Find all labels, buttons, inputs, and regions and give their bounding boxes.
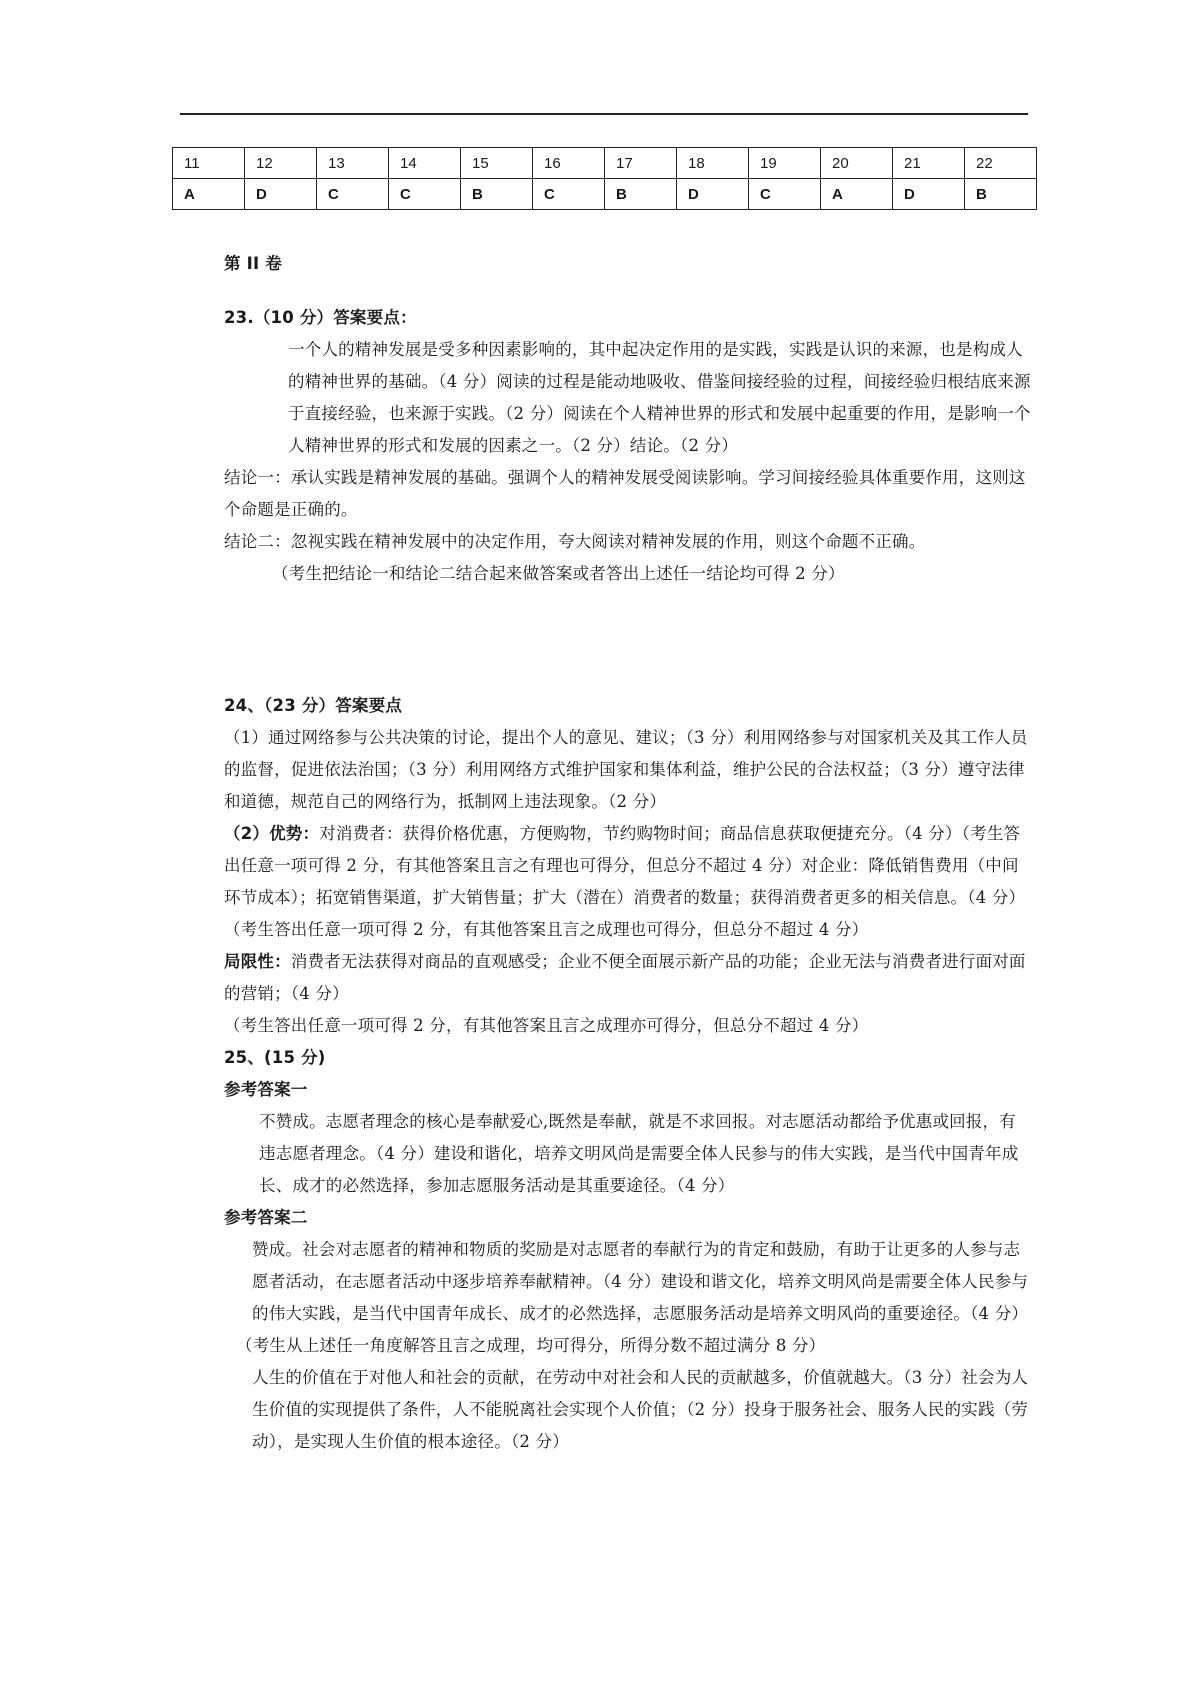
- table-cell: 18: [677, 148, 749, 179]
- table-cell: D: [245, 179, 317, 210]
- question-number-row: [173, 148, 1037, 179]
- q23-note: （考生把结论一和结论二结合起来做答案或者答出上述任一结论均可得 2 分）: [272, 564, 845, 583]
- answer-key-table: [172, 147, 1037, 210]
- q25-reference-2-heading: 参考答案二: [224, 1208, 308, 1227]
- q25-reference-1: 不赞成。志愿者理念的核心是奉献爱心,既然是奉献，就是不求回报。对志愿活动都给予优惠或回报，有违志愿者理念。（4 分）建设和谐化，培养文明风尚是需要全体人民参与的伟大实践，是当代中国青年成长、成才的必然选择，参加志愿服务活动是其重要途径。（4 分）: [259, 1112, 1019, 1195]
- q25-note: （考生从上述任一角度解答且言之成理，均可得分，所得分数不超过满分 8 分）: [236, 1336, 826, 1355]
- table-cell: 19: [749, 148, 821, 179]
- table-cell: B: [605, 179, 677, 210]
- table-cell: C: [389, 179, 461, 210]
- q24-limitation: [224, 946, 1032, 1010]
- table-cell: B: [965, 179, 1037, 210]
- q24-limitation-label: 局限性：: [224, 952, 291, 971]
- q23-paragraph: 一个人的精神发展是受多种因素影响的，其中起决定作用的是实践，实践是认识的来源，也是构成人的精神世界的基础。（4 分）阅读的过程是能动地吸收、借鉴间接经验的过程，间接经验归根结底来源于直接经验，也来源于实践。（2 分）阅读在个人精神世界的形式和发展中起重要的作用，是影响一个人精神世界的形式和发展的因素之一。（2 分）结论。（2 分）: [288, 340, 1031, 455]
- table-cell: 11: [173, 148, 245, 179]
- q23-conclusion-2: 结论二：忽视实践在精神发展中的决定作用，夸大阅读对精神发展的作用，则这个命题不正确。: [224, 532, 926, 551]
- table-cell: 20: [821, 148, 893, 179]
- table-cell: 14: [389, 148, 461, 179]
- q24-heading: 24、（23 分）答案要点: [224, 696, 403, 715]
- answer-content: [224, 248, 1032, 1458]
- q24-part-2: [224, 818, 1032, 914]
- q24-limitation-text: 消费者无法获得对商品的直观感受；企业不便全面展示新产品的功能；企业无法与消费者进行面对面的营销；（4 分）: [224, 952, 1026, 1003]
- q24-part-1: （1）通过网络参与公共决策的讨论，提出个人的意见、建议；（3 分）利用网络参与对国家机关及其工作人员的监督，促进依法治国；（3 分）利用网络方式维护国家和集体利益，维护公民的合法权益；（3 分）遵守法律和道德，规范自己的网络行为，抵制网上违法现象。（2 分）: [224, 728, 1028, 811]
- table-cell: 21: [893, 148, 965, 179]
- table-cell: 15: [461, 148, 533, 179]
- table-cell: A: [821, 179, 893, 210]
- table-cell: 12: [245, 148, 317, 179]
- table-cell: C: [749, 179, 821, 210]
- table-cell: D: [677, 179, 749, 210]
- answer-row: [173, 179, 1037, 210]
- table-cell: B: [461, 179, 533, 210]
- table-cell: D: [893, 179, 965, 210]
- q25-heading: 25、(15 分): [224, 1048, 326, 1067]
- table-cell: 13: [317, 148, 389, 179]
- table-cell: C: [317, 179, 389, 210]
- table-cell: 16: [533, 148, 605, 179]
- q23-conclusion-1: 结论一：承认实践是精神发展的基础。强调个人的精神发展受阅读影响。学习间接经验具体重要作用，这则这个命题是正确的。: [224, 468, 1026, 519]
- q25-paragraph-3: 人生的价值在于对他人和社会的贡献，在劳动中对社会和人民的贡献越多，价值就越大。（3 分）社会为人生价值的实现提供了条件，人不能脱离社会实现个人价值；（2 分）投身于服务社会、服务人民的实践（劳动），是实现人生价值的根本途径。（2 分）: [252, 1368, 1029, 1451]
- q23-heading: 23.（10 分）答案要点：: [224, 308, 417, 327]
- section-title: 第 II 卷: [224, 254, 282, 273]
- q24-note-1: （考生答出任意一项可得 2 分，有其他答案且言之成理也可得分，但总分不超过 4 分）: [224, 920, 869, 939]
- header-rule: [180, 113, 1028, 115]
- q24-note-2: （考生答出任意一项可得 2 分，有其他答案且言之成理亦可得分，但总分不超过 4 分）: [224, 1016, 869, 1035]
- table-cell: 17: [605, 148, 677, 179]
- table-cell: C: [533, 179, 605, 210]
- table-cell: A: [173, 179, 245, 210]
- q24-advantage-label: （2）优势：: [224, 824, 320, 843]
- q25-reference-1-heading: 参考答案一: [224, 1080, 308, 1099]
- q24-advantage-text: 对消费者：获得价格优惠，方便购物，节约购物时间；商品信息获取便捷充分。（4 分）（考生答出任意一项可得 2 分，有其他答案且言之有理也可得分，但总分不超过 4 分）对企业：降低销售费用（中间环节成本）；拓宽销售渠道，扩大销售量；扩大（潜在）消费者的数量；获得消费者更多的相关信息。（4 分）: [224, 824, 1026, 907]
- q25-reference-2: 赞成。社会对志愿者的精神和物质的奖励是对志愿者的奉献行为的肯定和鼓励，有助于让更多的人参与志愿者活动，在志愿者活动中逐步培养奉献精神。（4 分）建设和谐文化，培养文明风尚是需要全体人民参与的伟大实践，是当代中国青年成长、成才的必然选择，志愿服务活动是培养文明风尚的重要途径。（4 分）: [252, 1240, 1029, 1323]
- table-cell: 22: [965, 148, 1037, 179]
